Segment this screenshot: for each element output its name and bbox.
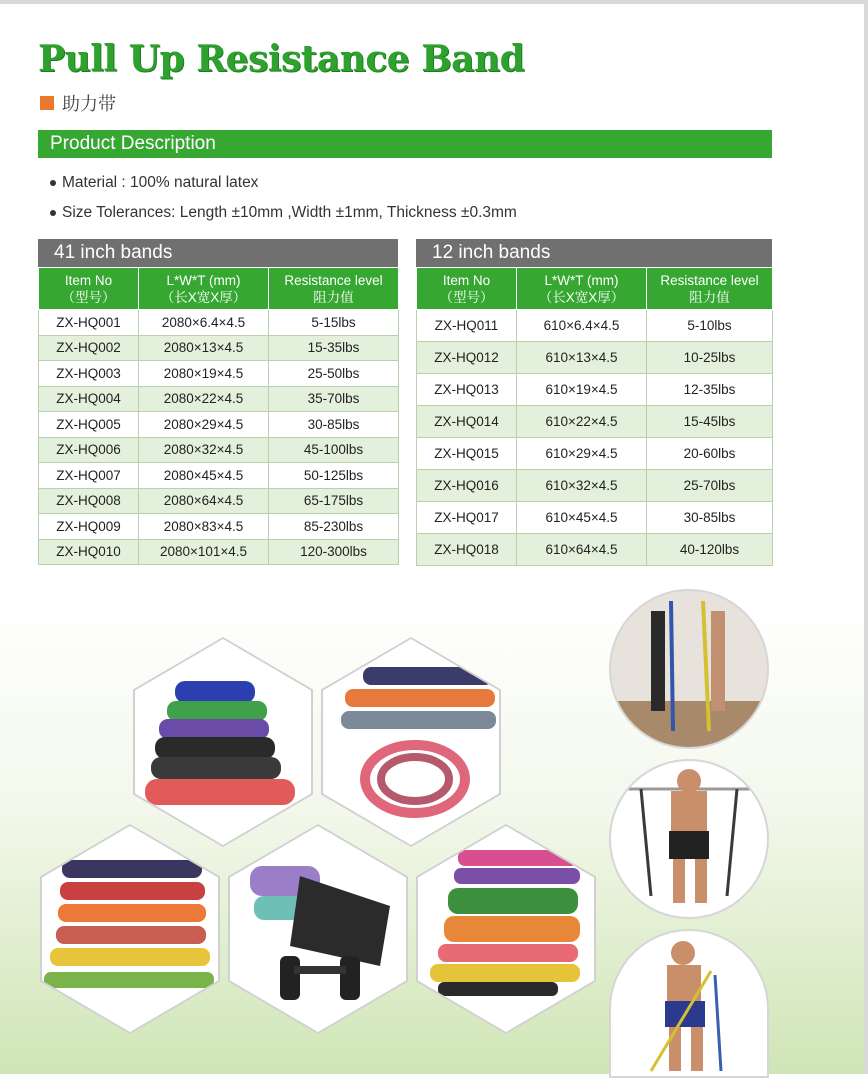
table-row [417, 310, 773, 342]
table-row [39, 463, 399, 489]
table-row [417, 470, 773, 502]
cell-item-no: ZX-HQ005 [39, 412, 139, 438]
table-title: 12 inch bands [416, 239, 772, 267]
table-row [417, 438, 773, 470]
cell-resistance: 15-35lbs [269, 335, 399, 361]
stacked-bands-photo [135, 639, 311, 845]
cell-size: 2080×13×4.5 [139, 335, 269, 361]
table-title: 41 inch bands [38, 239, 398, 267]
cell-size: 610×45×4.5 [517, 502, 647, 534]
column-header-item-no: Item No （型号） [417, 268, 517, 310]
cell-resistance: 40-120lbs [647, 534, 773, 566]
cell-size: 2080×29×4.5 [139, 412, 269, 438]
cell-resistance: 50-125lbs [269, 463, 399, 489]
cell-item-no: ZX-HQ017 [417, 502, 517, 534]
spec-table [416, 267, 773, 566]
table-41-inch [38, 239, 398, 565]
cell-size: 2080×19×4.5 [139, 361, 269, 387]
bullet-item [50, 172, 517, 202]
column-header-item-no: Item No （型号） [39, 268, 139, 310]
cell-resistance: 30-85lbs [647, 502, 773, 534]
cell-item-no: ZX-HQ013 [417, 374, 517, 406]
table-row [39, 488, 399, 514]
cell-resistance: 12-35lbs [647, 374, 773, 406]
table-12-inch [416, 239, 772, 566]
cell-size: 2080×6.4×4.5 [139, 310, 269, 336]
cell-resistance: 65-175lbs [269, 488, 399, 514]
section-header: Product Description [38, 130, 772, 158]
cell-item-no: ZX-HQ003 [39, 361, 139, 387]
cell-item-no: ZX-HQ015 [417, 438, 517, 470]
cell-size: 610×32×4.5 [517, 470, 647, 502]
bag-accessories-photo [230, 826, 406, 1032]
cell-size: 2080×101×4.5 [139, 539, 269, 565]
table-row [39, 412, 399, 438]
table-body-41 [39, 310, 399, 565]
cell-size: 610×64×4.5 [517, 534, 647, 566]
cell-item-no: ZX-HQ009 [39, 514, 139, 540]
description-list [50, 172, 517, 232]
subtitle-text: 助力带 [62, 94, 116, 114]
cell-size: 2080×83×4.5 [139, 514, 269, 540]
cell-resistance: 10-25lbs [647, 342, 773, 374]
table-row [417, 406, 773, 438]
cell-resistance: 5-10lbs [647, 310, 773, 342]
table-row [39, 310, 399, 336]
cell-item-no: ZX-HQ001 [39, 310, 139, 336]
table-row [417, 502, 773, 534]
subtitle [40, 90, 116, 116]
cell-size: 2080×64×4.5 [139, 488, 269, 514]
cell-resistance: 5-15lbs [269, 310, 399, 336]
bullet-icon [50, 210, 56, 216]
orange-square-icon [40, 96, 54, 110]
cell-item-no: ZX-HQ007 [39, 463, 139, 489]
bullet-item [50, 202, 517, 232]
cell-resistance: 25-70lbs [647, 470, 773, 502]
cell-resistance: 30-85lbs [269, 412, 399, 438]
table-row [39, 514, 399, 540]
bullet-text: Size Tolerances: Length ±10mm ,Width ±1mm, Thickness ±0.3mm [62, 204, 517, 221]
table-row [39, 539, 399, 565]
table-row [417, 534, 773, 566]
legs-stretch-photo [609, 589, 769, 749]
cell-item-no: ZX-HQ010 [39, 539, 139, 565]
table-row [39, 335, 399, 361]
cell-item-no: ZX-HQ002 [39, 335, 139, 361]
table-body-12 [417, 310, 773, 566]
cell-size: 610×13×4.5 [517, 342, 647, 374]
column-header-size: L*W*T (mm) （长X宽X厚） [517, 268, 647, 310]
cell-size: 610×22×4.5 [517, 406, 647, 438]
table-row [417, 374, 773, 406]
branded-bands-photo [418, 826, 594, 1032]
bullet-icon [50, 180, 56, 186]
cell-resistance: 85-230lbs [269, 514, 399, 540]
cell-item-no: ZX-HQ016 [417, 470, 517, 502]
row-exercise-photo [609, 929, 769, 1078]
cell-size: 610×19×4.5 [517, 374, 647, 406]
cell-item-no: ZX-HQ008 [39, 488, 139, 514]
column-header-resistance: Resistance level 阻力值 [647, 268, 773, 310]
table-row [417, 342, 773, 374]
short-loops-photo [42, 826, 218, 1032]
cell-item-no: ZX-HQ012 [417, 342, 517, 374]
column-header-size: L*W*T (mm) （长X宽X厚） [139, 268, 269, 310]
cell-resistance: 35-70lbs [269, 386, 399, 412]
cell-item-no: ZX-HQ011 [417, 310, 517, 342]
cell-resistance: 25-50lbs [269, 361, 399, 387]
cell-resistance: 120-300lbs [269, 539, 399, 565]
cell-item-no: ZX-HQ014 [417, 406, 517, 438]
coiled-bands-photo [323, 639, 499, 845]
table-row [39, 437, 399, 463]
spec-table [38, 267, 399, 565]
cell-size: 2080×32×4.5 [139, 437, 269, 463]
table-row [39, 386, 399, 412]
cell-size: 2080×45×4.5 [139, 463, 269, 489]
page-title: Pull Up Resistance Band [38, 38, 525, 80]
cell-size: 610×29×4.5 [517, 438, 647, 470]
cell-resistance: 45-100lbs [269, 437, 399, 463]
cell-item-no: ZX-HQ018 [417, 534, 517, 566]
column-header-resistance: Resistance level 阻力值 [269, 268, 399, 310]
cell-item-no: ZX-HQ006 [39, 437, 139, 463]
table-row [39, 361, 399, 387]
bullet-text: Material : 100% natural latex [62, 174, 259, 191]
bar-squat-photo [609, 759, 769, 919]
cell-item-no: ZX-HQ004 [39, 386, 139, 412]
cell-resistance: 20-60lbs [647, 438, 773, 470]
cell-resistance: 15-45lbs [647, 406, 773, 438]
cell-size: 610×6.4×4.5 [517, 310, 647, 342]
cell-size: 2080×22×4.5 [139, 386, 269, 412]
